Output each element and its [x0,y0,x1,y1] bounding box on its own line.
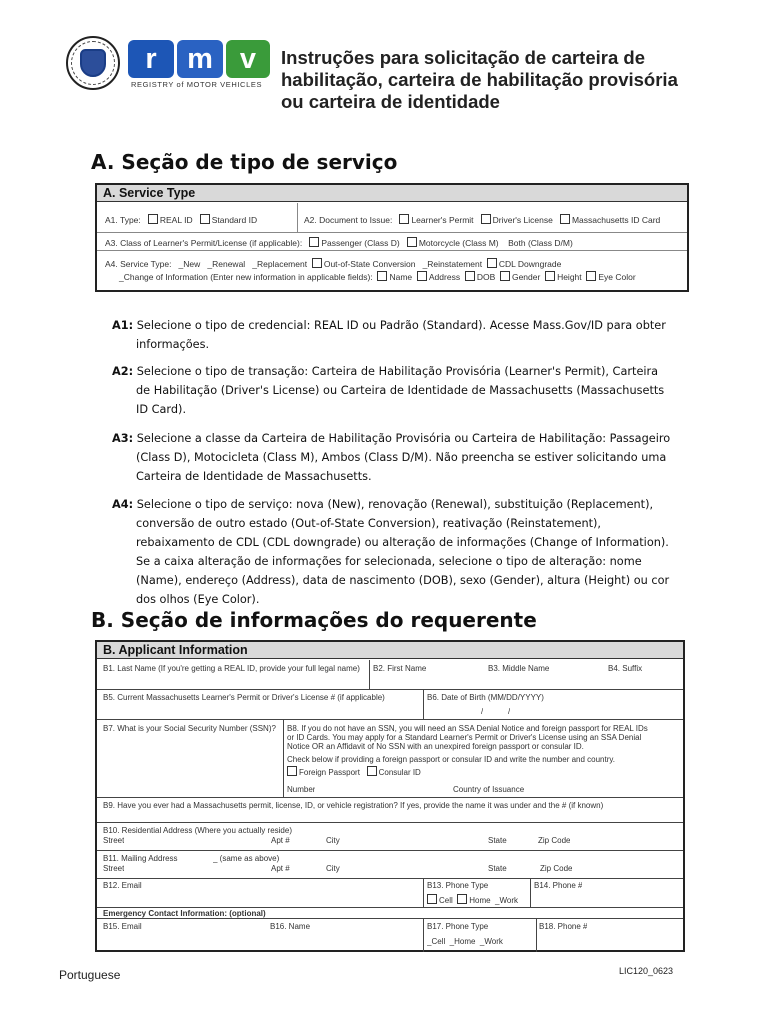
b12-label: B12. Email [103,881,142,890]
b8-line-1: B8. If you do not have an SSN, you will need an SSA Denial Notice and foreign passport for REAL IDs [287,724,648,733]
b9-label: B9. Have you ever had a Massachusetts permit, license, ID, or vehicle registration? If yes, provide the name it was under and the # (if known) [103,801,604,810]
b3-label: B3. Middle Name [488,664,550,673]
b10-apt: Apt # [271,836,290,845]
b13-label: B13. Phone Type [427,881,489,890]
massachusetts-seal-logo [66,36,120,90]
b1-label: B1. Last Name (If you're getting a REAL ID, provide your full legal name) [103,664,360,673]
b11-apt: Apt # [271,864,290,873]
b15-label: B15. Email [103,922,142,931]
b8-line-4: Check below if providing a foreign passport or consular ID and write the number and country. [287,755,616,764]
b8-line-2: or ID Cards. You may apply for a Standard Learner's Permit or Driver's License using an SSA Denial [287,733,642,742]
rmv-logo-subtitle: REGISTRY of MOTOR VEHICLES [131,80,263,89]
b10-street: Street [103,836,125,845]
b17-options: _Cell _Home _Work [427,937,503,946]
b6-separator-2: / [508,707,511,716]
b18-label: B18. Phone # [539,922,588,931]
b10-state: State [488,836,507,845]
instruction-a4: A4: Selecione o tipo de serviço: nova (New), renovação (Renewal), substituição (Replacement), conversão de outro estado (Out-of-State Conversion), reativação (Reinstatement), rebaixamento de CDL (CDL downgrade) ou alteração de informações (Change of Information). Se a caixa alteração de informações for selecionada, selecione o tipo de alteração: nome (Name), endereço (Address), data de nascimento (DOB), sexo (Gender), altura (Height) ou cor dos olhos (Eye Color). [112,498,670,606]
b13-options: Cell Home _Work [427,894,518,905]
emergency-contact-label: Emergency Contact Information: (optional) [103,909,266,918]
service-type-form-image [95,183,689,292]
b4-label: B4. Suffix [608,664,643,673]
b14-label: B14. Phone # [534,881,583,890]
a1-row: A1. Type: REAL ID Standard ID [105,215,258,225]
a2-row: A2. Document to Issue: Learner's Permit Driver's License Massachusetts ID Card [304,215,661,225]
b6-separator-1: / [481,707,484,716]
instruction-a3: A3: Selecione a classe da Carteira de Habilitação Provisória ou Carteira de Habilitação: Passageiro (Class D), Motocicleta (Class M), Ambos (Class D/M). Não preencha se estiver solicitando uma Carteira de Identidade de Massachusetts. [112,432,671,483]
b11-same-as-above: _ (same as above) [213,854,280,863]
b11-city: City [326,864,340,873]
applicant-information-form-image [95,640,685,952]
section-b-heading: B. Seção de informações do requerente [91,608,537,632]
applicant-form-title: B. Applicant Information [97,642,683,659]
b5-label: B5. Current Massachusetts Learner's Permit or Driver's License # (if applicable) [103,693,385,702]
b17-label: B17. Phone Type [427,922,489,931]
b11-state: State [488,864,507,873]
a4-row: A4. Service Type: _New _Renewal _Replacement Out-of-State Conversion _Reinstatement CDL Downgrade [105,259,562,269]
rmv-logo: r m v [128,40,270,78]
b8-number-label: Number [287,785,316,794]
b8-line-3: Notice OR an Affidavit of No SSN with an unexpired foreign passport or consular ID. [287,742,584,751]
a4-change-row: _Change of Information (Enter new information in applicable fields): Name Address DOB Gender Height Eye Color [119,272,636,282]
a3-row: A3. Class of Learner's Permit/License (if applicable): Passenger (Class D) Motorcycle (Class M) Both (Class D/M) [105,238,573,248]
b8-country-label: Country of Issuance [453,785,525,794]
instruction-a1: A1: Selecione o tipo de credencial: REAL ID ou Padrão (Standard). Acesse Mass.Gov/ID para obter informações. [112,319,666,351]
footer-language: Portuguese [59,968,121,982]
section-a-heading: A. Seção de tipo de serviço [91,150,398,174]
service-type-form-title: A. Service Type [97,185,687,202]
b11-label: B11. Mailing Address [103,854,178,863]
b10-city: City [326,836,340,845]
instruction-a2: A2: Selecione o tipo de transação: Carteira de Habilitação Provisória (Learner's Permit), Carteira de Habilitação (Driver's License) ou Carteira de Identidade de Massachusetts (Massachusetts ID Card). [112,365,665,416]
footer-form-code: LIC120_0623 [619,966,674,976]
b16-label: B16. Name [270,922,311,931]
b10-label: B10. Residential Address (Where you actually reside) [103,826,292,835]
b7-label: B7. What is your Social Security Number (SSN)? [103,724,276,733]
b11-zip: Zip Code [540,864,573,873]
b8-options: Foreign Passport Consular ID [287,766,421,777]
b10-zip: Zip Code [538,836,571,845]
page-title: Instruções para solicitação de carteira de habilitação, carteira de habilitação provisória ou carteira de identidade [281,47,678,112]
b11-street: Street [103,864,125,873]
b2-label: B2. First Name [373,664,427,673]
b6-label: B6. Date of Birth (MM/DD/YYYY) [427,693,544,702]
